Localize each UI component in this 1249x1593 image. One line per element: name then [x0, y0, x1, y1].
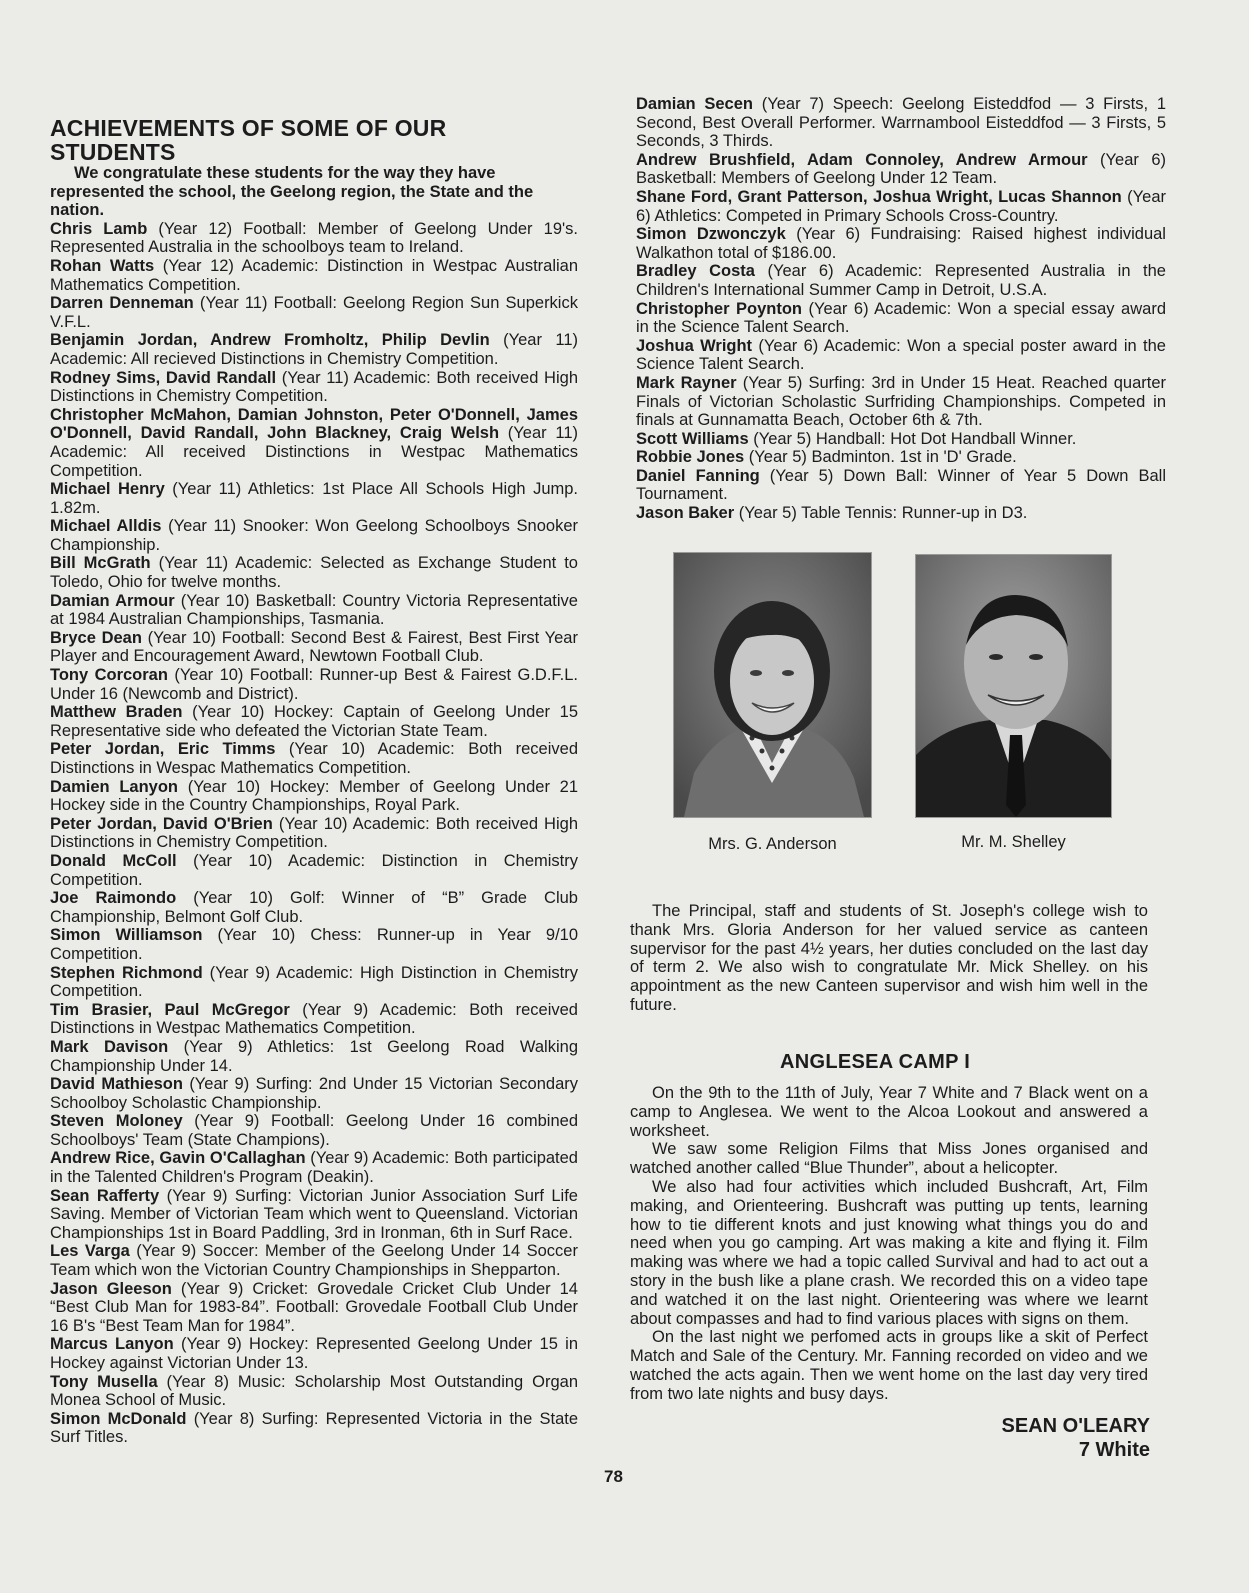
achievement-details: (Year 11) Academic: Selected as Exchange Student to Toledo, Ohio for twelve months. — [50, 554, 578, 592]
achievement-entry — [50, 629, 578, 666]
student-names: Bryce Dean — [50, 628, 142, 647]
achievement-list-left — [50, 220, 578, 1447]
achievement-entry — [50, 964, 578, 1001]
achievement-entry — [636, 337, 1166, 374]
achievement-details: (Year 5) Handball: Hot Dot Handball Winner. — [753, 429, 1077, 448]
achievement-details: (Year 8) Music: Scholarship Most Outstanding Organ Monea School of Music. — [50, 1372, 578, 1410]
achievement-details: (Year 10) Academic: Distinction in Chemistry Competition. — [50, 851, 578, 889]
achievement-entry — [636, 262, 1166, 299]
achievement-details: (Year 10) Chess: Runner-up in Year 9/10 Competition. — [50, 926, 579, 963]
achievement-details: (Year 10) Football: Runner-up Best & Fairest G.D.F.L. Under 16 (Newcomb and District). — [50, 666, 578, 703]
achievement-entry — [50, 1335, 578, 1372]
achievement-entry — [50, 294, 578, 331]
achievement-entry — [636, 188, 1166, 225]
achievement-details: (Year 10) Hockey: Member of Geelong Under 21 Hockey side in the Country Championships, Royal Park. — [50, 777, 579, 815]
camp-paragraph: On the 9th to the 11th of July, Year 7 White and 7 Black went on a camp to Anglesea. We went to the Alcoa Lookout and answered a worksheet. — [630, 1084, 1148, 1140]
student-names: David Mathieson — [50, 1075, 183, 1094]
achievement-entry — [50, 666, 578, 703]
achievement-details: (Year 9) Academic: Both participated in the Talented Children's Program (Deakin). — [50, 1149, 578, 1187]
achievement-entry — [50, 592, 578, 629]
achievement-details: (Year 9) Academic: High Distinction in Chemistry Competition. — [50, 963, 578, 1001]
photo-shelley — [916, 555, 1111, 817]
student-names: Chris Lamb — [50, 219, 148, 238]
student-names: Robbie Jones — [636, 448, 745, 467]
achievement-details: (Year 9) Surfing: Victorian Junior Association Surf Life Saving. Member of Victorian Team which went to Queensland. Victorian Championships 1st in Board Paddling, 3rd in Ironman, 6th in Surf Race. — [50, 1186, 578, 1242]
page-number: 78 — [604, 1467, 623, 1486]
achievement-details: (Year 9) Cricket: Grovedale Cricket Club Under 14 “Best Club Man for 1983-84”. Football: Grovedale Football Club Under 16 B's “Best Team Man for 1984”. — [50, 1279, 578, 1335]
student-names: Steven Moloney — [50, 1112, 183, 1131]
achievement-details: (Year 6) Basketball: Members of Geelong Under 12 Team. — [636, 150, 1166, 188]
achievement-entry — [50, 406, 578, 480]
student-names: Benjamin Jordan, Andrew Fromholtz, Philip Devlin — [50, 331, 490, 350]
student-names: Michael Henry — [50, 480, 165, 499]
student-names: Simon Williamson — [50, 926, 203, 945]
student-names: Tony Corcoran — [50, 666, 168, 685]
achievement-entry — [50, 1280, 578, 1336]
achievement-details: (Year 6) Academic: Won a special poster award in the Science Talent Search. — [636, 336, 1166, 374]
camp-paragraph: On the last night we perfomed acts in groups like a skit of Perfect Match and Sale of the Century. Mr. Fanning recorded on video and we watched the acts again. Then we went home on the last day very tired from two late nights and busy days. — [630, 1328, 1148, 1403]
author-name: SEAN O'LEARY — [1001, 1415, 1150, 1437]
achievement-details: (Year 10) Academic: Both received High Distinctions in Chemistry Competition. — [50, 814, 578, 852]
caption-anderson: Mrs. G. Anderson — [708, 835, 837, 853]
student-names: Damian Armour — [50, 591, 175, 610]
student-names: Rodney Sims, David Randall — [50, 368, 277, 387]
canteen-paragraph: The Principal, staff and students of St. Joseph's college wish to thank Mrs. Gloria Anderson for her valued service as canteen supervisor for the past 4½ years, her duties concluded on the last day of term 2. We also wish to congratulate Mr. Mick Shelley. on his appointment as the new Canteen supervisor and wish him well in the future. — [630, 902, 1148, 1014]
achievement-entry — [50, 1242, 578, 1279]
student-names: Rohan Watts — [50, 256, 155, 275]
student-names: Damian Secen — [636, 95, 753, 113]
photo-anderson — [674, 553, 871, 817]
student-names: Jason Baker — [636, 504, 735, 523]
achievement-details: (Year 7) Speech: Geelong Eisteddfod — 3 Firsts, 1 Second, Best Overall Performer. Warrnambool Eisteddfod — 3 Firsts, 5 Seconds, 3 Thirds. — [636, 95, 1166, 151]
student-names: Darren Denneman — [50, 294, 194, 313]
achievement-details: (Year 5) Table Tennis: Runner-up in D3. — [738, 504, 1028, 523]
achievement-entry — [50, 480, 578, 517]
achievement-entry — [50, 926, 578, 963]
achievement-list-right — [636, 95, 1166, 523]
achievement-entry — [50, 1038, 578, 1075]
camp-paragraph: We saw some Religion Films that Miss Jones organised and watched another called “Blue Thunder”, about a helicopter. — [630, 1140, 1148, 1178]
achievement-entry — [636, 95, 1166, 151]
achievement-entry — [50, 889, 578, 926]
achievement-details: (Year 11) Academic: All received Distinctions in Westpac Mathematics Competition. — [50, 424, 578, 480]
achievement-details: (Year 12) Academic: Distinction in Westpac Australian Mathematics Competition. — [50, 256, 579, 294]
achievement-details: (Year 9) Surfing: 2nd Under 15 Victorian Secondary Schoolboy Scholastic Championship. — [50, 1075, 578, 1112]
student-names: Michael Alldis — [50, 517, 162, 536]
achievement-details: (Year 10) Basketball: Country Victoria Representative at 1984 Australian Championships, Tasmania. — [50, 591, 578, 629]
achievements-column-left — [50, 116, 578, 1447]
student-names: Christopher McMahon, Damian Johnston, Peter O'Donnell, James O'Donnell, David Randall, John Blackney, Craig Welsh — [50, 405, 578, 443]
achievement-details: (Year 9) Football: Geelong Under 16 combined Schoolboys' Team (State Champions). — [50, 1112, 578, 1149]
achievement-details: (Year 12) Football: Member of Geelong Under 19's. Represented Australia in the schoolboys team to Ireland. — [50, 219, 578, 257]
achievement-details: (Year 11) Academic: All recieved Distinctions in Chemistry Competition. — [50, 331, 578, 368]
achievement-entry — [50, 1373, 578, 1410]
achievement-entry — [636, 448, 1166, 467]
student-names: Scott Williams — [636, 429, 749, 448]
achievement-details: (Year 6) Fundraising: Raised highest individual Walkathon total of $186.00. — [636, 225, 1166, 262]
achievement-entry — [636, 467, 1166, 504]
achievement-entry — [50, 369, 578, 406]
achievement-entry — [636, 374, 1166, 430]
achievement-entry — [636, 430, 1166, 449]
achievement-details: (Year 10) Hockey: Captain of Geelong Under 15 Representative side who defeated the Victorian State Team. — [50, 703, 578, 740]
student-names: Les Varga — [50, 1242, 130, 1261]
achievement-entry — [50, 1001, 578, 1038]
achievement-entry — [50, 852, 578, 889]
achievements-column-right — [636, 95, 1166, 523]
student-names: Matthew Braden — [50, 703, 183, 722]
achievement-entry — [50, 1075, 578, 1112]
student-names: Andrew Rice, Gavin O'Callaghan — [50, 1149, 306, 1168]
achievement-details: (Year 6) Academic: Represented Australia in the Children's International Summer Camp in Detroit, U.S.A. — [636, 262, 1166, 299]
achievement-entry — [636, 151, 1166, 188]
student-names: Andrew Brushfield, Adam Connoley, Andrew Armour — [636, 150, 1088, 169]
achievement-details: (Year 10) Football: Second Best & Fairest, Best First Year Player and Encouragement Award, Newtown Football Club. — [50, 628, 578, 666]
achievement-entry — [50, 257, 578, 294]
achievement-details: (Year 5) Down Ball: Winner of Year 5 Down Ball Tournament. — [636, 466, 1166, 504]
achievement-details: (Year 10) Academic: Both received Distinctions in Wespac Mathematics Competition. — [50, 740, 578, 777]
student-names: Joshua Wright — [636, 336, 753, 355]
achievement-entry — [50, 740, 578, 777]
achievement-entry — [50, 1410, 578, 1447]
camp-heading: ANGLESEA CAMP I — [780, 1051, 971, 1073]
student-names: Donald McColl — [50, 851, 177, 870]
achievement-entry — [50, 220, 578, 257]
author-class: 7 White — [1078, 1439, 1150, 1461]
achievement-entry — [50, 554, 578, 591]
student-names: Simon McDonald — [50, 1409, 187, 1428]
student-names: Tim Brasier, Paul McGregor — [50, 1000, 290, 1019]
caption-shelley: Mr. M. Shelley — [961, 833, 1066, 851]
student-names: Damien Lanyon — [50, 777, 178, 796]
achievement-details: (Year 11) Football: Geelong Region Sun Superkick V.F.L. — [50, 294, 578, 331]
student-names: Bradley Costa — [636, 262, 755, 281]
achievement-details: (Year 6) Athletics: Competed in Primary Schools Cross-Country. — [636, 187, 1166, 225]
achievement-details: (Year 9) Athletics: 1st Geelong Road Walking Championship Under 14. — [50, 1037, 578, 1075]
intro-text: We congratulate these students for the way they have represented the school, the Geelong region, the State and the nation. — [50, 164, 534, 220]
camp-article — [630, 1084, 1148, 1404]
achievement-details: (Year 11) Athletics: 1st Place All Schools High Jump. 1.82m. — [50, 480, 579, 517]
achievement-details: (Year 9) Soccer: Member of the Geelong Under 14 Soccer Team which won the Victorian Country Championships in Shepparton. — [50, 1242, 578, 1280]
student-names: Christopher Poynton — [636, 299, 803, 318]
student-names: Joe Raimondo — [50, 889, 177, 908]
achievement-details: (Year 9) Academic: Both received Distinctions in Westpac Mathematics Competition. — [50, 1000, 578, 1038]
achievement-entry — [50, 815, 578, 852]
achievement-entry — [50, 703, 578, 740]
achievement-entry — [50, 778, 578, 815]
student-names: Simon Dzwonczyk — [636, 225, 786, 244]
article-byline — [900, 1414, 1150, 1462]
achievement-entry — [636, 225, 1166, 262]
achievement-details: (Year 5) Badminton. 1st in 'D' Grade. — [748, 448, 1017, 467]
achievement-entry — [50, 1187, 578, 1243]
student-names: Bill McGrath — [50, 554, 151, 573]
achievement-details: (Year 8) Surfing: Represented Victoria in the State Surf Titles. — [50, 1409, 579, 1447]
page-title: ACHIEVEMENTS OF SOME OF OUR STUDENTS — [50, 115, 447, 165]
student-names: Stephen Richmond — [50, 963, 203, 982]
student-names: Sean Rafferty — [50, 1186, 160, 1205]
student-names: Mark Rayner — [636, 373, 737, 392]
achievement-entry — [636, 504, 1166, 523]
achievement-entry — [50, 331, 578, 368]
student-names: Peter Jordan, David O'Brien — [50, 814, 273, 833]
achievement-details: (Year 10) Golf: Winner of “B” Grade Club Championship, Belmont Golf Club. — [50, 889, 578, 926]
achievement-details: (Year 11) Snooker: Won Geelong Schoolboys Snooker Championship. — [50, 517, 579, 554]
student-names: Daniel Fanning — [636, 466, 760, 485]
student-names: Tony Musella — [50, 1372, 158, 1391]
achievement-details: (Year 11) Academic: Both received High Distinctions in Chemistry Competition. — [50, 368, 578, 406]
student-names: Marcus Lanyon — [50, 1335, 174, 1354]
camp-paragraph: We also had four activities which included Bushcraft, Art, Film making, and Orienteering. Bushcraft was putting up tents, learning how to tie different knots and just knowing what things you do and need when you go camping. Art was making a kite and flying it. Film making was where we had a topic called Survival and had to act out a story in the bush like a plane crash. We recorded this on a video tape and watched it on the last night. Orienteering was where we learnt about compasses and had to find various places with signs on them. — [630, 1177, 1148, 1328]
achievement-details: (Year 5) Surfing: 3rd in Under 15 Heat. Reached quarter Finals of Victorian Scholastic Surfriding Championships. Competed in finals at Gunnamatta Beach, October 6th & 7th. — [636, 373, 1166, 430]
achievement-entry — [50, 1149, 578, 1186]
student-names: Shane Ford, Grant Patterson, Joshua Wright, Lucas Shannon — [636, 187, 1122, 206]
achievement-entry — [636, 300, 1166, 337]
student-names: Mark Davison — [50, 1037, 169, 1056]
student-names: Jason Gleeson — [50, 1279, 172, 1298]
achievement-details: (Year 9) Hockey: Represented Geelong Under 15 in Hockey against Victorian Under 13. — [50, 1335, 578, 1372]
achievement-entry — [50, 1112, 578, 1149]
student-names: Peter Jordan, Eric Timms — [50, 740, 276, 759]
achievement-entry — [50, 517, 578, 554]
achievement-details: (Year 6) Academic: Won a special essay award in the Science Talent Search. — [636, 299, 1166, 337]
